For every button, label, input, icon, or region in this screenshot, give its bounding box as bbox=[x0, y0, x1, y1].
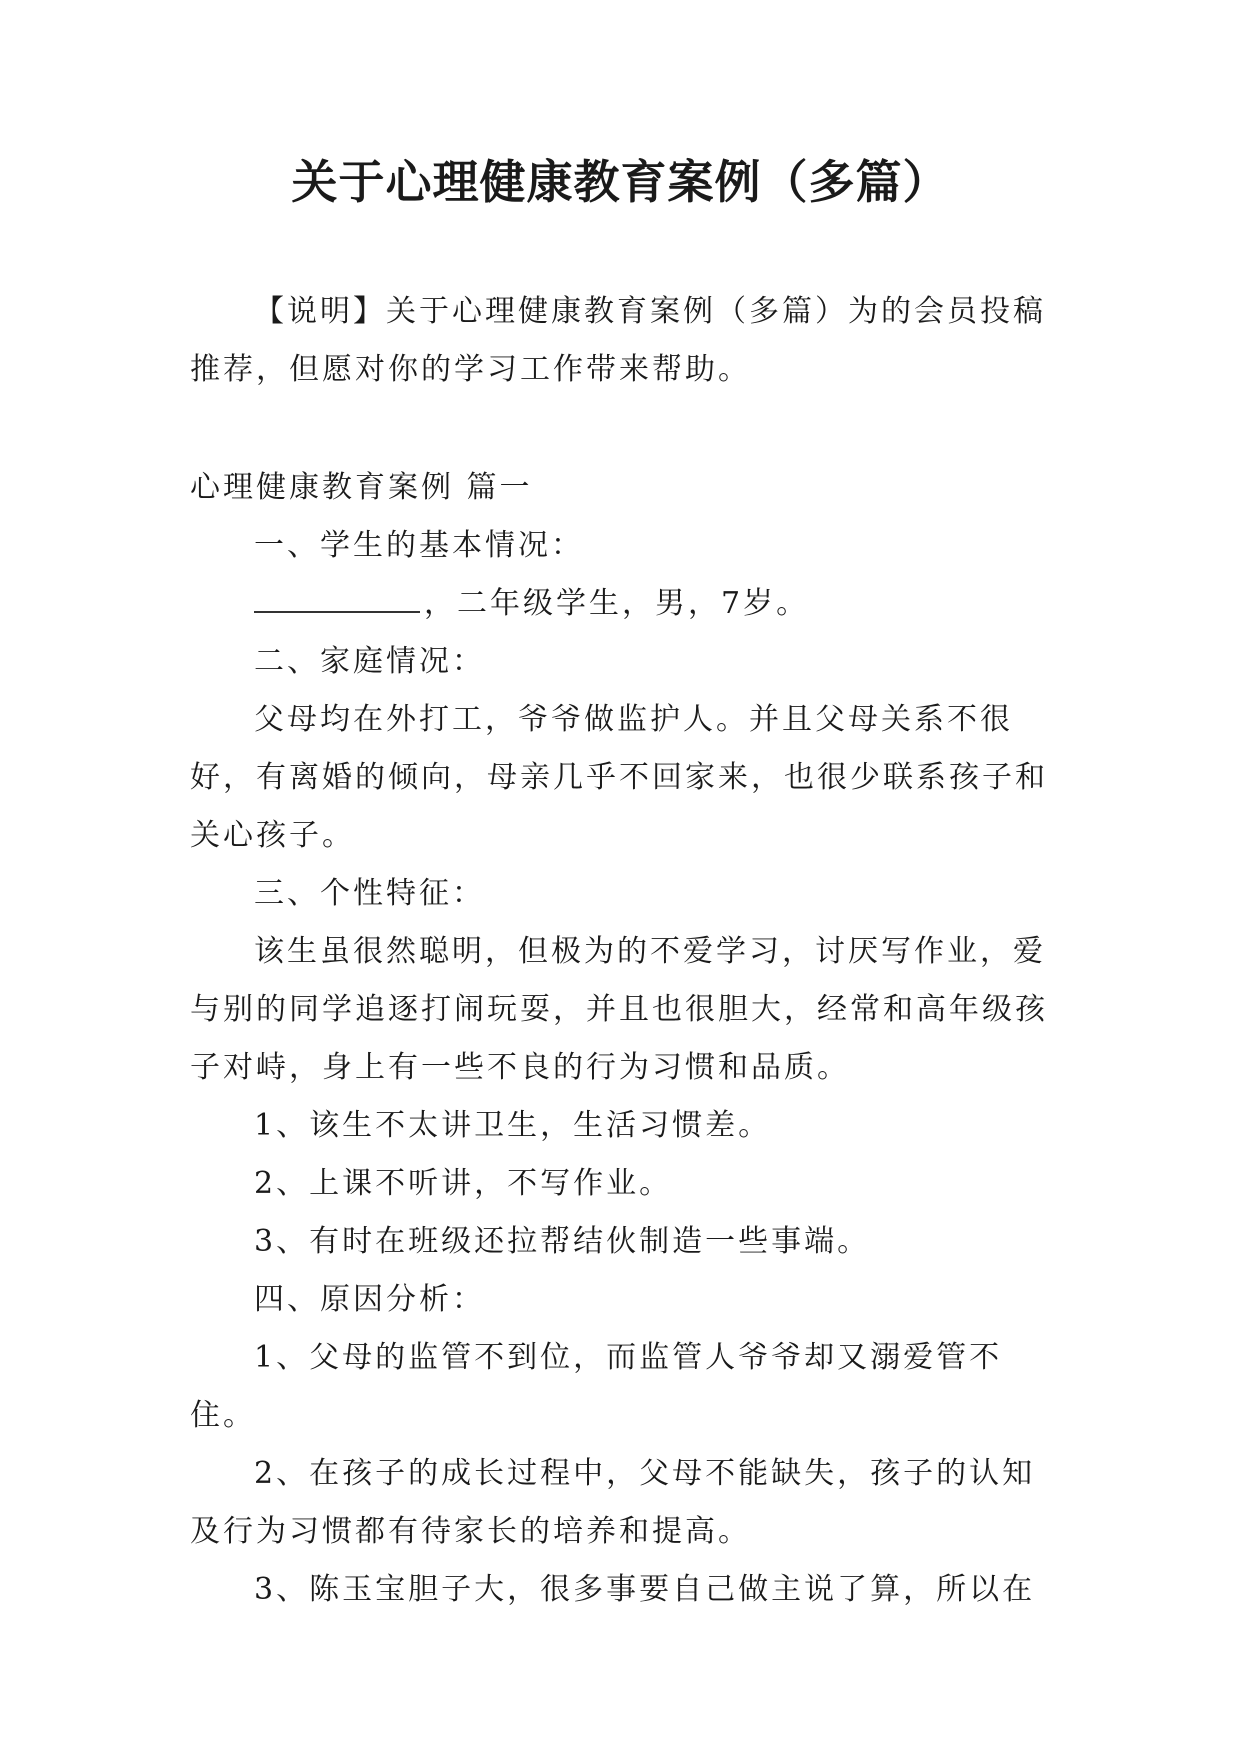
heading-analysis: 四、原因分析： bbox=[254, 1282, 485, 1317]
name-blank bbox=[254, 587, 420, 613]
article-body bbox=[190, 459, 1052, 1619]
list-item: 1、父母的监管不到位，而监管人爷爷却又溺爱管不住。 bbox=[190, 1340, 1003, 1433]
student-info-line bbox=[190, 575, 1052, 633]
section-heading: 心理健康教育案例 篇一 bbox=[190, 470, 533, 505]
list-item: 1、该生不太讲卫生，生活习惯差。 bbox=[254, 1108, 772, 1143]
intro-block bbox=[190, 283, 1052, 399]
family-paragraph: 父母均在外打工，爷爷做监护人。并且父母关系不很好，有离婚的倾向，母亲几乎不回家来，也很少联系孩子和关心孩子。 bbox=[190, 702, 1048, 853]
student-info-text: ，二年级学生，男，7岁。 bbox=[424, 586, 810, 621]
heading-family: 二、家庭情况： bbox=[254, 644, 485, 679]
personality-paragraph: 该生虽很然聪明，但极为的不爱学习，讨厌写作业，爱与别的同学追逐打闹玩耍，并且也很胆大，经常和高年级孩子对峙，身上有一些不良的行为习惯和品质。 bbox=[190, 934, 1048, 1085]
list-item: 2、上课不听讲，不写作业。 bbox=[254, 1166, 673, 1201]
heading-personality: 三、个性特征： bbox=[254, 876, 485, 911]
list-item: 2、在孩子的成长过程中，父母不能缺失，孩子的认知及行为习惯都有待家长的培养和提高。 bbox=[190, 1456, 1036, 1549]
list-item: 3、陈玉宝胆子大，很多事要自己做主说了算，所以在 bbox=[254, 1572, 1036, 1607]
heading-basic-info: 一、学生的基本情况： bbox=[254, 528, 584, 563]
list-item: 3、有时在班级还拉帮结伙制造一些事端。 bbox=[254, 1224, 871, 1259]
intro-paragraph: 【说明】关于心理健康教育案例（多篇）为的会员投稿推荐，但愿对你的学习工作带来帮助。 bbox=[190, 294, 1046, 387]
document-title: 关于心理健康教育案例（多篇） bbox=[291, 155, 950, 209]
